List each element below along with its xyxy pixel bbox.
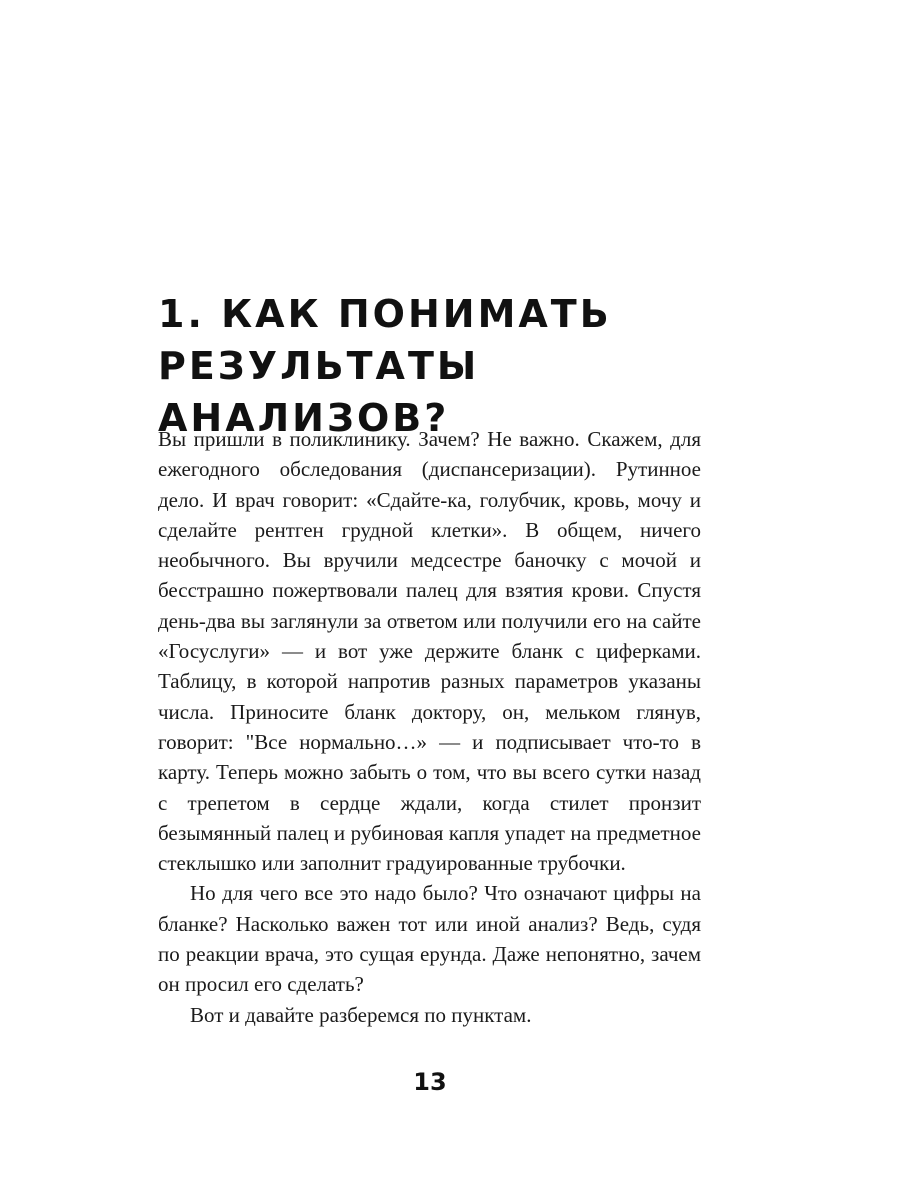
paragraph-1: Вы пришли в поликлинику. Зачем? Не важно. Скажем, для ежегодного обследования (диспансеризации). Рутинное дело. И врач говорит: «Сдайте-ка, голубчик, кровь, мочу и сделайте рентген грудной клетки». В общем, ничего необычного. Вы вручили медсестре баночку с мочой и бесстрашно пожертвовали палец для взятия крови. Спустя день-два вы заглянули за ответом или получили его на сайте «Госуслуги» — и вот уже держите бланк с циферками. Таблицу, в которой напротив разных параметров указаны числа. Приносите бланк доктору, он, мельком глянув, говорит: "Все нормально…» — и подписывает что-то в карту. Теперь можно забыть о том, что вы всего сутки назад с трепетом в сердце ждали, когда стилет пронзит безымянный палец и рубиновая капля упадет на предметное стеклышко или заполнит градуированные трубочки. xyxy=(158,427,701,876)
chapter-title-line-1: 1. КАК ПОНИМАТЬ xyxy=(158,292,612,336)
paragraph-3: Вот и давайте разберемся по пунктам. xyxy=(190,1002,532,1027)
page-number: 13 xyxy=(413,1068,447,1096)
paragraph-2: Но для чего все это надо было? Что означают цифры на бланке? Насколько важен тот или иной анализ? Ведь, судя по реакции врача, это сущая ерунда. Даже непонятно, зачем он просил его сделать? xyxy=(158,881,701,997)
body-text xyxy=(158,424,701,1030)
chapter-title-line-2: РЕЗУЛЬТАТЫ АНАЛИЗОВ? xyxy=(158,344,480,440)
chapter-title xyxy=(158,288,758,444)
